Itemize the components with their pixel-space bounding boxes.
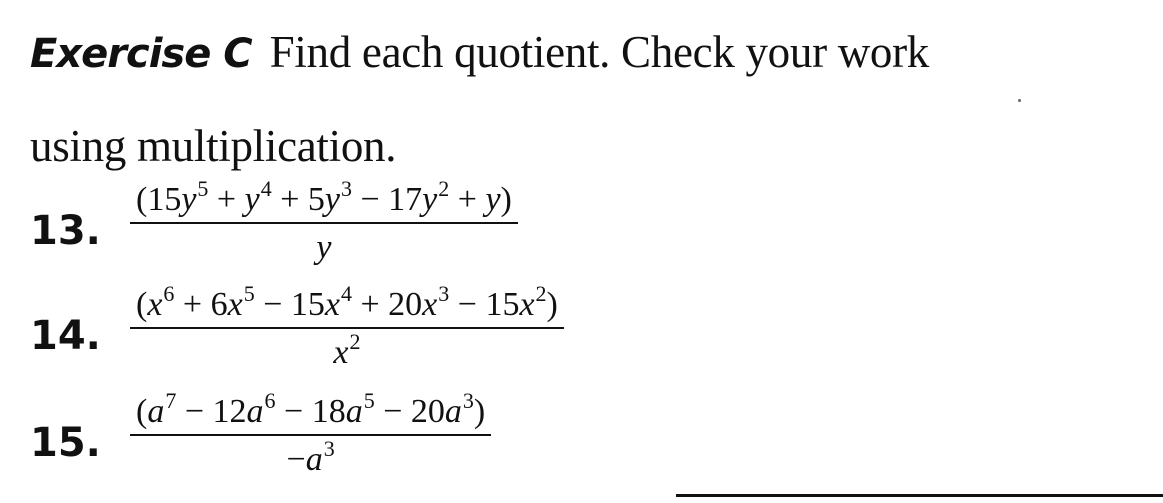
fraction <box>130 176 518 268</box>
problem-14 <box>30 281 564 373</box>
exercise-heading <box>30 6 1130 192</box>
problem-15 <box>30 388 491 480</box>
denominator: $x^2$ <box>333 329 361 371</box>
fraction <box>130 388 491 480</box>
exercise-label: Exercise C <box>30 31 252 77</box>
fraction <box>130 281 564 373</box>
problem-13 <box>30 176 518 268</box>
problem-number: 13. <box>30 208 101 254</box>
numerator: $(x^6 + 6x^5 - 15x^4 + 20x^3 - 15x^2)$ <box>136 281 558 323</box>
denominator: $-a^3$ <box>286 436 335 478</box>
instructions-line-1: Find each quotient. Check your work <box>269 27 929 77</box>
problem-number: 15. <box>30 420 101 466</box>
numerator: $(a^7 - 12a^6 - 18a^5 - 20a^3)$ <box>136 388 486 430</box>
numerator: $(15y^5 + y^4 + 5y^3 - 17y^2 + y)$ <box>136 176 512 218</box>
problem-number: 14. <box>30 313 101 359</box>
answer-line <box>676 494 1163 497</box>
instructions-line-2: using multiplication. <box>30 121 397 171</box>
denominator: y <box>316 229 332 266</box>
stray-mark <box>1018 99 1021 102</box>
